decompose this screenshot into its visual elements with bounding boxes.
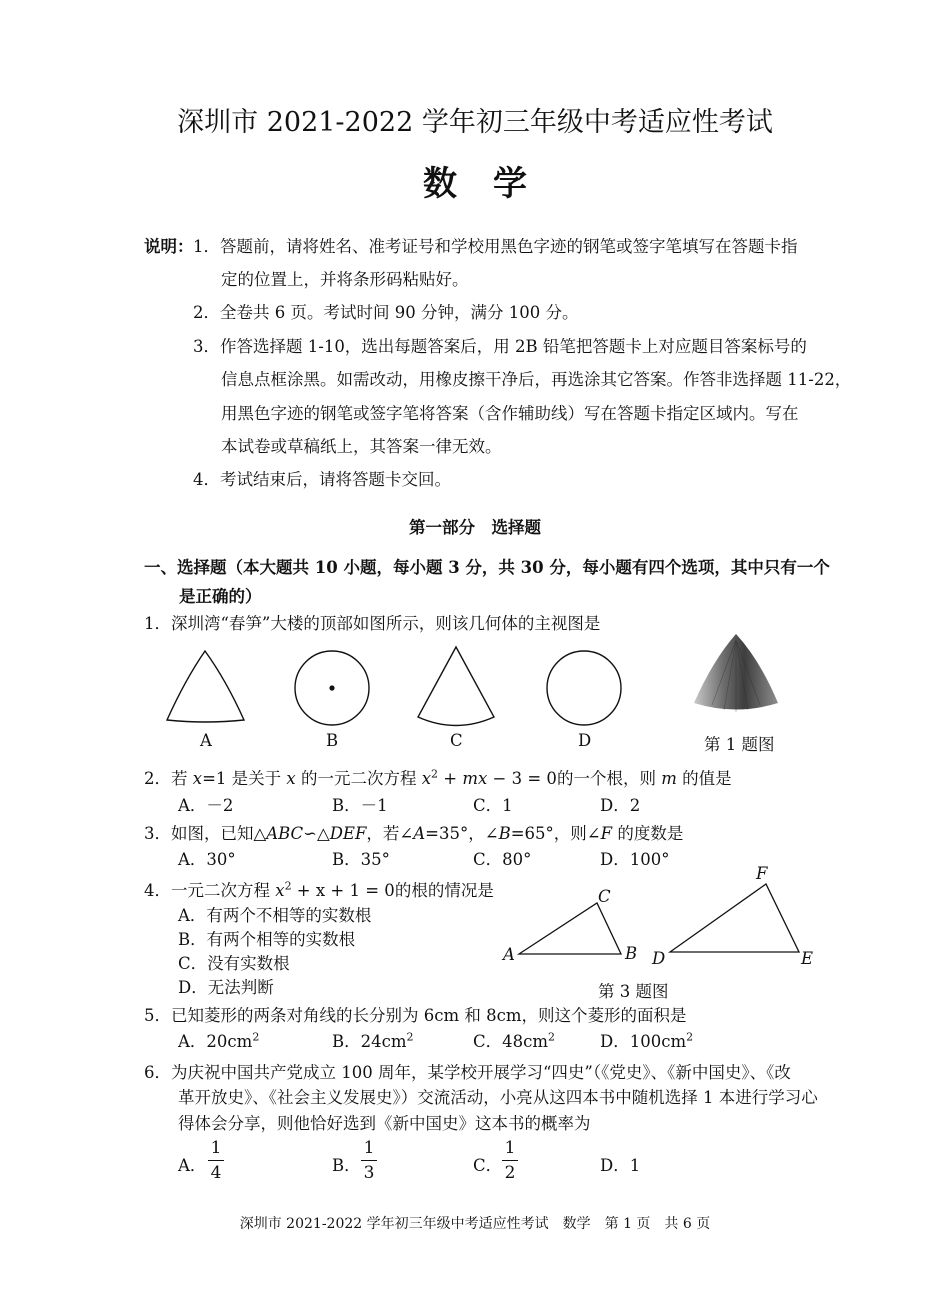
- q5-option-b: B．$24cm^2$: [332, 1030, 414, 1051]
- q3-point-e: E: [801, 949, 814, 968]
- part-title: 第一部分 选择题: [409, 518, 541, 537]
- instruction-line: 信息点框涂黑。如需改动，用橡皮擦干净后，再选涂其它答案。作答非选择题 11-22，: [221, 370, 852, 389]
- q3-point-f: F: [756, 864, 768, 883]
- instruction-line: 本试卷或草稿纸上，其答案一律无效。: [221, 437, 502, 456]
- q2-option-d: D．2: [600, 796, 641, 815]
- q3-option-a: A．30°: [178, 850, 236, 869]
- instruction-line: 2．全卷共 6 页。考试时间 90 分钟，满分 100 分。: [193, 303, 579, 322]
- instruction-line: 用黑色字迹的钢笔或签字笔将答案（含作辅助线）写在答题卡指定区域内。写在: [221, 404, 799, 423]
- q3-option-c: C．80°: [473, 850, 532, 869]
- q6-option-a-label: A．: [178, 1156, 207, 1175]
- q3-point-a: A: [503, 945, 515, 964]
- q5-option-c: C．$48cm^2$: [473, 1030, 556, 1051]
- q3-option-b: B．35°: [332, 850, 390, 869]
- q6-stem-line2: 革开放史》、《社会主义发展史》）交流活动，小亮从这四本书中随机选择 1 本进行学习心: [178, 1088, 818, 1107]
- q1-label-d: D: [578, 731, 592, 750]
- q6-option-d: D．1: [600, 1156, 641, 1175]
- q4-option-d: D．无法判断: [178, 978, 274, 997]
- q1-figure-caption: 第 1 题图: [704, 735, 775, 754]
- q3-point-d: D: [652, 949, 666, 968]
- q6-stem-line3: 得体会分享，则他恰好选到《新中国史》这本书的概率为: [178, 1114, 591, 1133]
- instruction-line: 定的位置上，并将条形码粘贴好。: [221, 270, 469, 289]
- section-heading-cont: 是正确的）: [179, 587, 262, 606]
- q3-point-c: C: [598, 887, 611, 906]
- q1-label-c: C: [450, 731, 463, 750]
- section-heading: 一、选择题（本大题共 10 小题，每小题 3 分，共 30 分，每小题有四个选项，其中只有一个: [144, 558, 830, 577]
- q6-option-c-label: C．: [473, 1156, 503, 1175]
- instruction-line: 3．作答选择题 1-10，选出每题答案后，用 2B 铅笔把答题卡上对应题目答案标号的: [193, 337, 807, 356]
- instruction-line: 4．考试结束后，请将答题卡交回。: [193, 470, 451, 489]
- q3-figure-caption: 第 3 题图: [598, 982, 669, 1001]
- triangle-def: [670, 884, 799, 952]
- exam-title: 深圳市 2021-2022 学年初三年级中考适应性考试: [177, 107, 773, 138]
- q5-option-d: D．$100cm^2$: [600, 1030, 694, 1051]
- q5-stem: 5．已知菱形的两条对角线的长分别为 6cm 和 8cm，则这个菱形的面积是: [144, 1006, 687, 1025]
- q6-option-a-fraction: 1 4: [205, 1136, 227, 1185]
- q4-option-a: A．有两个不相等的实数根: [178, 906, 372, 925]
- q6-option-b-label: B．: [332, 1156, 361, 1175]
- subject-title: 数学: [423, 164, 563, 204]
- q1-stem: 1．深圳湾“春笋”大楼的顶部如图所示，则该几何体的主视图是: [144, 614, 601, 633]
- q6-option-b-fraction: 1 3: [358, 1136, 380, 1185]
- q6-stem-line1: 6．为庆祝中国共产党成立 100 周年，某学校开展学习“四史”（《党史》、《新中国史》、《改: [144, 1063, 791, 1082]
- triangle-abc: [519, 903, 621, 954]
- q4-stem: 4．一元二次方程 $x^2 + x + 1 = 0$的根的情况是: [144, 879, 494, 900]
- page-footer: 深圳市 2021-2022 学年初三年级中考适应性考试 数学 第 1 页 共 6 页: [239, 1216, 711, 1232]
- q4-option-b: B．有两个相等的实数根: [178, 930, 356, 949]
- q2-option-b: B．－1: [332, 796, 388, 815]
- q1-label-b: B: [326, 731, 339, 750]
- q3-option-d: D．100°: [600, 850, 670, 869]
- q5-option-a: A．$20cm^2$: [178, 1030, 260, 1051]
- q6-option-c-fraction: 1 2: [499, 1136, 521, 1185]
- q2-option-c: C．1: [473, 796, 513, 815]
- instruction-line: 1．答题前，请将姓名、准考证号和学校用黑色字迹的钢笔或签字笔填写在答题卡指: [193, 237, 798, 256]
- instructions-label: 说明：: [144, 237, 194, 256]
- q3-stem: 3．如图，已知△ABC∽△DEF，若∠A=35°，∠B=65°，则∠F 的度数是: [144, 824, 684, 843]
- q2-stem: 2．若 x=1 是关于 x 的一元二次方程 $x^2$ + mx − 3 = 0的一个根，则 m 的值是: [144, 767, 732, 788]
- q4-option-c: C．没有实数根: [178, 954, 290, 973]
- q3-point-b: B: [625, 944, 638, 963]
- q2-option-a: A．－2: [178, 796, 234, 815]
- q1-label-a: A: [200, 731, 212, 750]
